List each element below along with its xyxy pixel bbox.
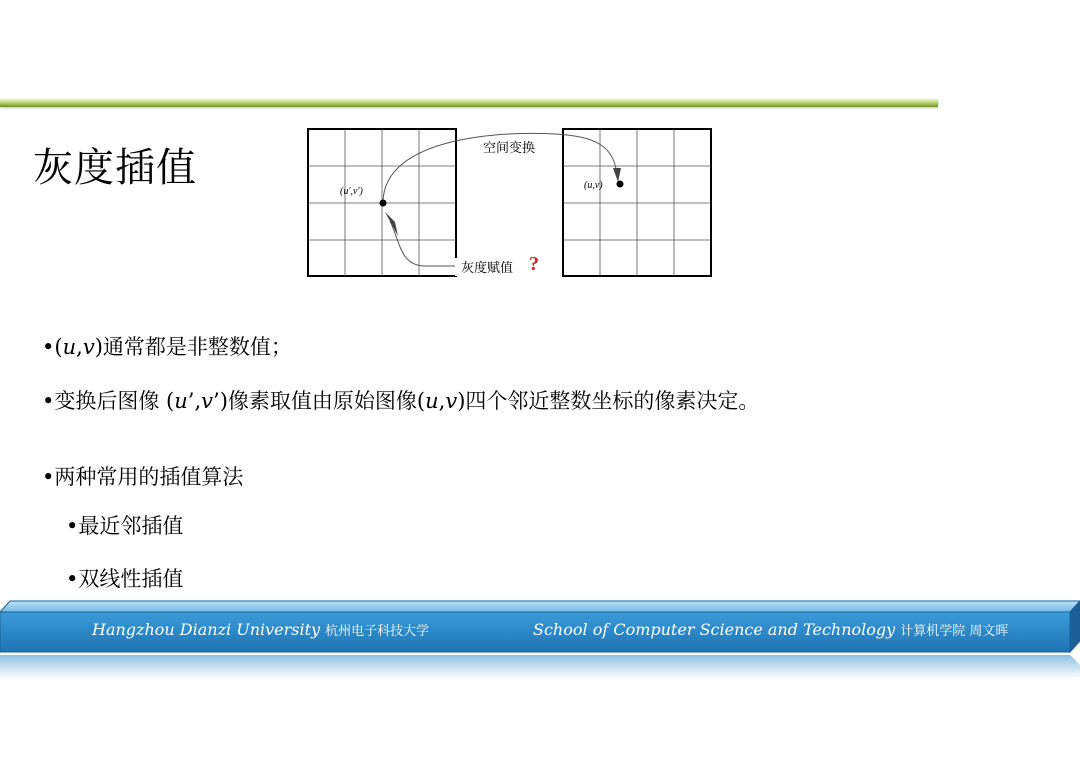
right-point-label: (u,v): [584, 180, 603, 191]
title-divider: [0, 99, 938, 107]
question-mark: ?: [529, 253, 539, 275]
right-grid: [563, 129, 711, 276]
footer-reflection: [0, 655, 1080, 685]
source-point: [380, 200, 387, 207]
gray-assignment-arrowhead: [385, 212, 398, 236]
slide-title: 灰度插值: [33, 145, 197, 191]
target-point: [617, 181, 624, 188]
left-point-label: (u',v'): [340, 186, 363, 197]
footer-university: Hangzhou Dianzi University 杭州电子科技大学: [92, 620, 430, 639]
gray-assignment-label: 灰度赋值: [461, 261, 514, 276]
bullet-bilinear: •双线性插值: [66, 567, 184, 591]
interpolation-diagram: [305, 126, 715, 282]
footer-school: School of Computer Science and Technology 计算机学院 周文晖: [533, 620, 1009, 639]
spatial-transform-arrowhead: [613, 168, 621, 182]
spatial-transform-label: 空间变换: [483, 141, 536, 156]
bullet-interp-methods: •两种常用的插值算法: [42, 465, 244, 489]
gray-assignment-arrow: [390, 221, 455, 266]
bullet-nearest-neighbor: •最近邻插值: [66, 514, 184, 538]
bullet-pixel-value: •变换后图像 (u’,v’)像素取值由原始图像(u,v)四个邻近整数坐标的像素决定。: [42, 389, 760, 413]
bullet-noninteger: •(u,v)通常都是非整数值；: [42, 335, 292, 359]
